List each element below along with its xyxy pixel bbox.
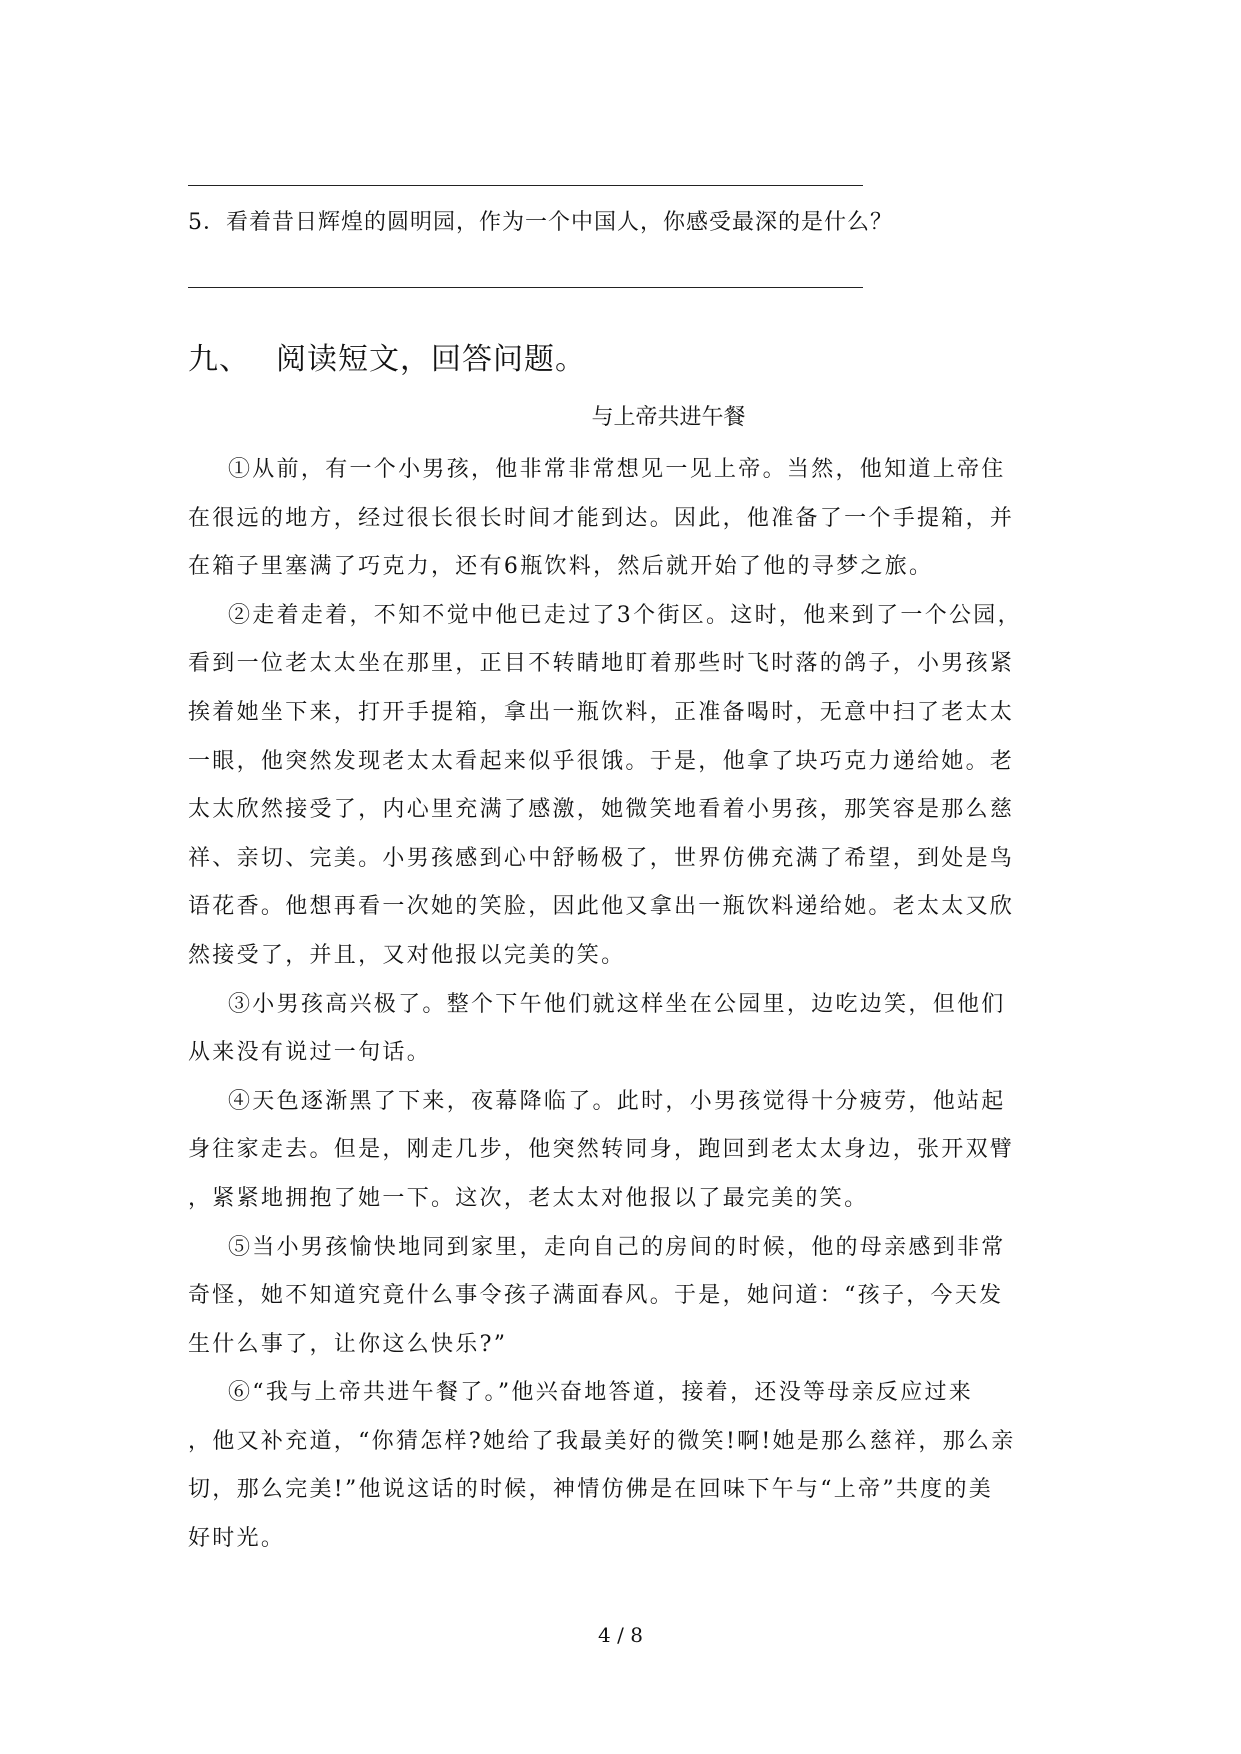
paragraph-line: 挨着她坐下来，打开手提箱，拿出一瓶饮料，正准备喝时，无意中扫了老太太: [188, 699, 1015, 725]
paragraph-line: 奇怪，她不知道究竟什么事令孩子满面春风。于是，她问道：“孩子，今天发: [188, 1283, 1004, 1309]
paragraph-line: 身往家走去。但是，刚走几步，他突然转同身，跑回到老太太身边，张开双臂: [188, 1137, 1015, 1163]
paragraph-line: 太太欣然接受了，内心里充满了感激，她微笑地看着小男孩，那笑容是那么慈: [188, 797, 1015, 823]
paragraph-line: ①从前，有一个小男孩，他非常非常想见一见上帝。当然，他知道上帝住: [228, 457, 1006, 482]
paragraph-line: ⑤当小男孩愉快地同到家里，走向自己的房间的时候，他的母亲感到非常: [228, 1234, 1006, 1260]
paragraph-line: 从来没有说过一句话。: [188, 1040, 432, 1066]
section-instruction: 阅读短文，回答问题。: [276, 342, 586, 377]
page-number-text: 4 / 8: [598, 1623, 643, 1647]
paragraph-line: 看到一位老太太坐在那里，正目不转睛地盯着那些时飞时落的鸽子，小男孩紧: [188, 651, 1015, 677]
section-number: 九、: [188, 342, 250, 377]
paragraph-line: ④天色逐渐黑了下来，夜幕降临了。此时，小男孩觉得十分疲劳，他站起: [228, 1088, 1006, 1114]
paragraph-line: 然接受了，并且，又对他报以完美的笑。: [188, 942, 626, 968]
paragraph-line: ②走着走着，不知不觉中他已走过了3个街区。这时，他来到了一个公园，: [228, 602, 1022, 628]
question-5: 5．看着昔日辉煌的圆明园，作为一个中国人，你感受最深的是什么？: [188, 210, 893, 235]
story-body: [188, 446, 1064, 1564]
story-paragraph: [188, 981, 1064, 1078]
answer-line: [188, 185, 863, 186]
paragraph-line: ，紧紧地拥抱了她一下。这次，老太太对他报以了最完美的笑。: [188, 1185, 869, 1211]
paragraph-line: 在很远的地方，经过很长很长时间才能到达。因此，他准备了一个手提箱，并: [188, 505, 1015, 531]
paragraph-line: 切，那么完美!”他说这话的时候，神情仿佛是在回味下午与“上帝”共度的美: [188, 1477, 994, 1503]
story-paragraph: [188, 446, 1064, 592]
paragraph-line: ，他又补充道，“你猜怎样?她给了我最美好的微笑!啊!她是那么慈祥，那么亲: [188, 1428, 1016, 1454]
paragraph-line: 语花香。他想再看一次她的笑脸，因此他又拿出一瓶饮料递给她。老太太又欣: [188, 894, 1015, 920]
paragraph-line: 祥、亲切、完美。小男孩感到心中舒畅极了，世界仿佛充满了希望，到处是鸟: [188, 845, 1015, 871]
story-title-text: 与上帝共进午餐: [591, 405, 746, 430]
story-paragraph: [188, 1078, 1064, 1224]
paragraph-line: ⑥“我与上帝共进午餐了。”他兴奋地答道，接着，还没等母亲反应过来: [228, 1380, 974, 1406]
paragraph-line: 好时光。: [188, 1526, 286, 1552]
paragraph-line: ③小男孩高兴极了。整个下午他们就这样坐在公园里，边吃边笑，但他们: [228, 991, 1006, 1017]
paragraph-line: 生什么事了，让你这么快乐?”: [188, 1331, 508, 1357]
story-paragraph: [188, 1224, 1064, 1370]
page-number: [0, 1620, 1241, 1650]
story-paragraph: [188, 1369, 1064, 1563]
section-heading: [188, 338, 586, 382]
paragraph-line: 在箱子里塞满了巧克力，还有6瓶饮料，然后就开始了他的寻梦之旅。: [188, 554, 934, 580]
paragraph-line: 一眼，他突然发现老太太看起来似乎很饿。于是，他拿了块巧克力递给她。老: [188, 748, 1015, 774]
story-title: [0, 400, 1241, 436]
story-paragraph: [188, 592, 1064, 981]
answer-line: [188, 287, 863, 288]
